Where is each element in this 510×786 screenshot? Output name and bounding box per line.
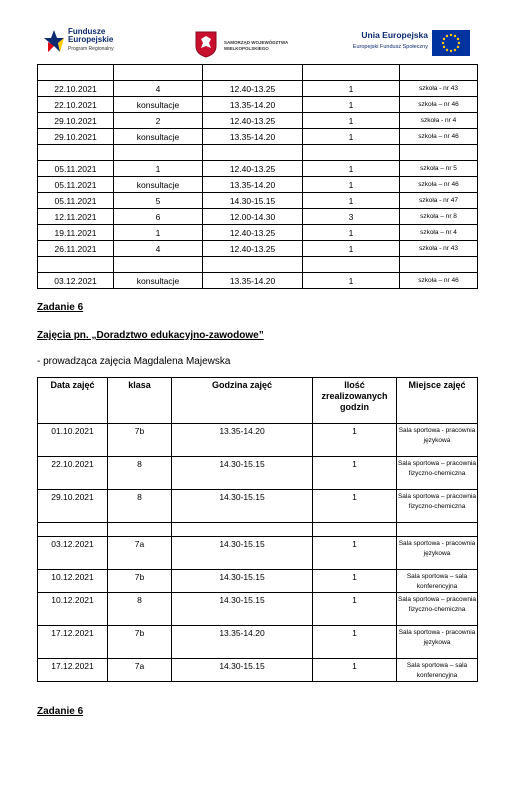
cell-time: 14.30-15.15 [172, 457, 313, 490]
cell-date: 29.10.2021 [38, 113, 114, 129]
cell-date: 01.10.2021 [38, 424, 108, 457]
cell-place: Sala sportowa – pracownia fizyczno-chemiczna [397, 457, 478, 490]
cell-place: szkoła – nr 46 [400, 129, 478, 145]
cell-date [38, 523, 108, 537]
wlkp-line2: WIELKOPOLSKIEGO [224, 46, 269, 51]
cell-hours: 1 [313, 659, 397, 682]
cell-date [38, 65, 114, 81]
cell-date [38, 145, 114, 161]
table-row [38, 81, 478, 97]
table-row [38, 659, 478, 682]
cell-date: 29.10.2021 [38, 490, 108, 523]
header-class: klasa [108, 378, 172, 424]
cell-date: 12.11.2021 [38, 209, 114, 225]
cell-class: 7b [108, 570, 172, 593]
wlkp-text [224, 40, 288, 52]
cell-class [114, 257, 203, 273]
cell-date: 05.11.2021 [38, 161, 114, 177]
cell-time: 14.30-15.15 [203, 193, 303, 209]
cell-class [114, 65, 203, 81]
fe-star-icon [44, 30, 64, 52]
table-row [38, 113, 478, 129]
cell-time: 13.35-14.20 [203, 273, 303, 289]
blank-row [38, 145, 478, 161]
blank-row [38, 523, 478, 537]
table-row [38, 225, 478, 241]
cell-date: 03.12.2021 [38, 273, 114, 289]
table-row [38, 593, 478, 626]
cell-place: Sala sportowa – sala konferencyjna [397, 659, 478, 682]
cell-place [397, 523, 478, 537]
cell-place: szkoła – nr 46 [400, 177, 478, 193]
cell-place [400, 145, 478, 161]
cell-class: konsultacje [114, 177, 203, 193]
cell-place [400, 257, 478, 273]
cell-date: 29.10.2021 [38, 129, 114, 145]
blank-row [38, 257, 478, 273]
cell-time: 13.35-14.20 [203, 177, 303, 193]
cell-class: 1 [114, 161, 203, 177]
table-row [38, 570, 478, 593]
cell-date [38, 257, 114, 273]
activity-title: Zajęcia pn. „Doradztwo edukacyjno-zawodowe” [37, 330, 264, 341]
cell-hours: 1 [303, 129, 400, 145]
cell-place: Sala sportowa – pracownia fizyczno-chemiczna [397, 490, 478, 523]
cell-time: 12.40-13.25 [203, 161, 303, 177]
cell-time: 12.40-13.25 [203, 113, 303, 129]
header-time: Godzina zajęć [172, 378, 313, 424]
table-row [38, 97, 478, 113]
cell-date: 05.11.2021 [38, 193, 114, 209]
table-row [38, 626, 478, 659]
cell-time [203, 65, 303, 81]
cell-class [108, 523, 172, 537]
cell-hours: 1 [303, 225, 400, 241]
cell-date: 05.11.2021 [38, 177, 114, 193]
section-heading: Zadanie 6 [37, 302, 84, 313]
cell-hours: 1 [313, 626, 397, 659]
cell-place: Sala sportowa – pracownia fizyczno-chemiczna [397, 593, 478, 626]
cell-time: 14.30-15.15 [172, 659, 313, 682]
cell-class: 7b [108, 424, 172, 457]
cell-place: Sala sportowa - pracownia językowa [397, 626, 478, 659]
cell-date: 22.10.2021 [38, 97, 114, 113]
table-row [38, 241, 478, 257]
cell-time: 12.40-13.25 [203, 81, 303, 97]
ue-subtitle: Europejski Fundusz Społeczny [352, 44, 428, 50]
table-row [38, 129, 478, 145]
cell-class [114, 145, 203, 161]
footer-section-heading: Zadanie 6 [37, 706, 84, 717]
cell-hours: 1 [303, 177, 400, 193]
cell-place: szkoła – nr 4 [400, 225, 478, 241]
cell-time: 14.30-15.15 [172, 570, 313, 593]
cell-place: szkoła - nr 43 [400, 241, 478, 257]
cell-hours: 1 [303, 273, 400, 289]
unia-europejska-logo [330, 30, 470, 60]
cell-time: 14.30-15.15 [172, 537, 313, 570]
schedule-table-continued [37, 64, 478, 289]
cell-place: szkoła – nr 5 [400, 161, 478, 177]
cell-hours [313, 523, 397, 537]
blank-row [38, 65, 478, 81]
activity-leader: - prowadząca zajęcia Magdalena Majewska [37, 356, 231, 367]
cell-class: 4 [114, 241, 203, 257]
table-header-row [38, 378, 478, 424]
cell-hours: 3 [303, 209, 400, 225]
cell-time: 13.35-14.20 [203, 97, 303, 113]
cell-class: 8 [108, 490, 172, 523]
fe-title-line1: Fundusze [68, 27, 106, 36]
cell-time: 13.35-14.20 [203, 129, 303, 145]
cell-date: 17.12.2021 [38, 626, 108, 659]
cell-time: 13.35-14.20 [172, 626, 313, 659]
ue-title: Unia Europejska [361, 30, 428, 40]
cell-hours [303, 145, 400, 161]
cell-place: szkoła – nr 46 [400, 97, 478, 113]
cell-time: 12.40-13.25 [203, 241, 303, 257]
cell-place: szkoła – nr 46 [400, 273, 478, 289]
table-row [38, 537, 478, 570]
cell-date: 22.10.2021 [38, 457, 108, 490]
fe-subtitle: Program Regionalny [68, 46, 114, 52]
cell-place [400, 65, 478, 81]
cell-place: szkoła – nr 8 [400, 209, 478, 225]
table-row [38, 209, 478, 225]
cell-date: 22.10.2021 [38, 81, 114, 97]
cell-hours: 1 [313, 593, 397, 626]
cell-class: konsultacje [114, 97, 203, 113]
cell-time [172, 523, 313, 537]
cell-hours: 1 [303, 241, 400, 257]
cell-hours: 1 [303, 161, 400, 177]
cell-date: 10.12.2021 [38, 570, 108, 593]
cell-hours: 1 [313, 537, 397, 570]
cell-date: 19.11.2021 [38, 225, 114, 241]
table-row [38, 457, 478, 490]
cell-place: szkoła - nr 4 [400, 113, 478, 129]
cell-date: 17.12.2021 [38, 659, 108, 682]
cell-place: Sala sportowa - pracownia językowa [397, 424, 478, 457]
cell-hours: 1 [303, 193, 400, 209]
fe-title [68, 28, 113, 44]
cell-hours: 1 [303, 81, 400, 97]
cell-time: 12.40-13.25 [203, 225, 303, 241]
eu-flag-icon [432, 30, 470, 56]
cell-class: 4 [114, 81, 203, 97]
cell-class: 8 [108, 593, 172, 626]
fundusze-europejskie-logo [44, 28, 164, 64]
table-row [38, 193, 478, 209]
cell-hours: 1 [313, 424, 397, 457]
cell-hours: 1 [313, 457, 397, 490]
cell-class: 8 [108, 457, 172, 490]
fe-title-line2: Europejskie [68, 35, 114, 44]
cell-place: szkoła - nr 47 [400, 193, 478, 209]
table-row [38, 177, 478, 193]
eagle-crest-icon [194, 30, 218, 58]
cell-date: 26.11.2021 [38, 241, 114, 257]
cell-class: 7a [108, 659, 172, 682]
cell-place: Sala sportowa - pracownia językowa [397, 537, 478, 570]
cell-class: 7a [108, 537, 172, 570]
table-row [38, 424, 478, 457]
cell-hours: 1 [313, 570, 397, 593]
cell-date: 03.12.2021 [38, 537, 108, 570]
header-place: Miejsce zajęć [397, 378, 478, 424]
cell-time: 13.35-14.20 [172, 424, 313, 457]
cell-time: 14.30-15.15 [172, 593, 313, 626]
wielkopolska-logo [194, 30, 304, 60]
cell-class: 6 [114, 209, 203, 225]
cell-time: 14.30-15.15 [172, 490, 313, 523]
header-hours: Ilość zrealizowanych godzin [313, 378, 397, 424]
cell-time [203, 257, 303, 273]
cell-class: 7b [108, 626, 172, 659]
cell-class: konsultacje [114, 273, 203, 289]
cell-hours: 1 [303, 113, 400, 129]
cell-hours [303, 257, 400, 273]
cell-hours: 1 [313, 490, 397, 523]
cell-class: konsultacje [114, 129, 203, 145]
cell-class: 5 [114, 193, 203, 209]
table-row [38, 273, 478, 289]
cell-class: 2 [114, 113, 203, 129]
table-row [38, 490, 478, 523]
cell-class: 1 [114, 225, 203, 241]
cell-hours: 1 [303, 97, 400, 113]
cell-time: 12.00-14.30 [203, 209, 303, 225]
header-date: Data zajęć [38, 378, 108, 424]
cell-date: 10.12.2021 [38, 593, 108, 626]
cell-time [203, 145, 303, 161]
table-row [38, 161, 478, 177]
cell-place: Sala sportowa – sala konferencyjna [397, 570, 478, 593]
cell-place: szkoła - nr 43 [400, 81, 478, 97]
cell-hours [303, 65, 400, 81]
activity-schedule-table [37, 377, 478, 682]
wlkp-line1: SAMORZĄD WOJEWÓDZTWA [224, 40, 289, 45]
